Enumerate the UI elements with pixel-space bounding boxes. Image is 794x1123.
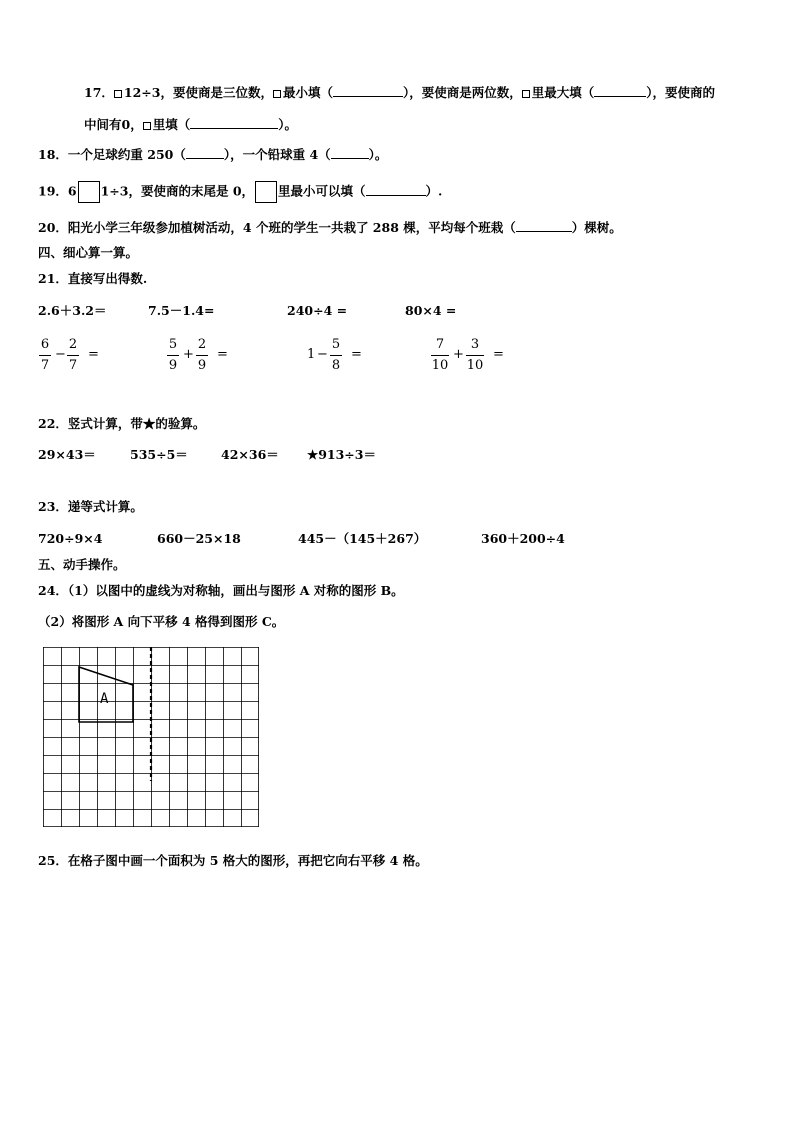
answer-blank[interactable] bbox=[190, 116, 278, 129]
fraction-expr-3: 1 − 5 8 = bbox=[307, 337, 362, 373]
fraction-expr-1: 6 7 − 2 7 = bbox=[40, 337, 99, 373]
q17-line1: 17． 12÷3，要使商是三位数， 最小填（ ），要使商是两位数， 里最大填（ ），要使商的 bbox=[84, 85, 716, 100]
answer-blank[interactable] bbox=[366, 183, 426, 196]
answer-blank[interactable] bbox=[594, 84, 646, 97]
digit-box[interactable] bbox=[114, 90, 122, 98]
q21-expr-4: 80×4 = bbox=[405, 303, 457, 318]
fraction-expr-4: 7 10 + 3 10 = bbox=[431, 337, 504, 373]
q23-item-2: 660－25×18 bbox=[157, 531, 241, 546]
q21-expr-1: 2.6＋3.2＝ bbox=[38, 303, 107, 318]
answer-blank[interactable] bbox=[186, 146, 224, 159]
q21-title: 21．直接写出得数. bbox=[38, 271, 148, 286]
q23-item-1: 720÷9×4 bbox=[38, 531, 103, 546]
q19: 19．6 1÷3，要使商的末尾是 0， 里最小可以填（ ）. bbox=[38, 181, 442, 203]
grid-figure[interactable] bbox=[43, 647, 259, 837]
q22-item-2: 535÷5＝ bbox=[130, 447, 188, 462]
q25: 25．在格子图中画一个面积为 5 格大的图形，再把它向右平移 4 格。 bbox=[38, 853, 428, 868]
answer-blank[interactable] bbox=[333, 84, 403, 97]
digit-box[interactable] bbox=[522, 90, 530, 98]
q24-part-1: 24．（1）以图中的虚线为对称轴，画出与图形 A 对称的图形 B。 bbox=[38, 583, 404, 598]
digit-box[interactable] bbox=[255, 181, 277, 203]
q20: 20．阳光小学三年级参加植树活动，4 个班的学生一共栽了 288 棵，平均每个班栽（ ）棵树。 bbox=[38, 220, 622, 235]
q22-title: 22．竖式计算，带★的验算。 bbox=[38, 416, 206, 431]
q22-item-1: 29×43＝ bbox=[38, 447, 96, 462]
fraction-expr-2: 5 9 + 2 9 = bbox=[168, 337, 228, 373]
q24-part-2: （2）将图形 A 向下平移 4 格得到图形 C。 bbox=[38, 614, 285, 629]
digit-box[interactable] bbox=[78, 181, 100, 203]
q23-item-3: 445－（145＋267） bbox=[298, 531, 427, 546]
grid-lines bbox=[43, 647, 259, 827]
answer-blank[interactable] bbox=[516, 219, 572, 232]
q21-expr-2: 7.5－1.4= bbox=[148, 303, 215, 318]
q22-item-3: 42×36＝ bbox=[221, 447, 279, 462]
q23-item-4: 360＋200÷4 bbox=[481, 531, 565, 546]
section-5-heading: 五、动手操作。 bbox=[38, 557, 126, 572]
answer-blank[interactable] bbox=[331, 146, 369, 159]
q22-item-4: ★913÷3＝ bbox=[307, 447, 376, 462]
q21-expr-3: 240÷4 = bbox=[287, 303, 348, 318]
section-4-heading: 四、细心算一算。 bbox=[38, 245, 139, 260]
digit-box[interactable] bbox=[273, 90, 281, 98]
shape-a-label: A bbox=[100, 691, 109, 707]
q18: 18．一个足球约重 250（ ），一个铅球重 4（ ）。 bbox=[38, 147, 388, 162]
q23-title: 23．递等式计算。 bbox=[38, 499, 143, 514]
digit-box[interactable] bbox=[143, 122, 151, 130]
q17-line2: 中间有0， 里填（ ）。 bbox=[84, 117, 297, 132]
